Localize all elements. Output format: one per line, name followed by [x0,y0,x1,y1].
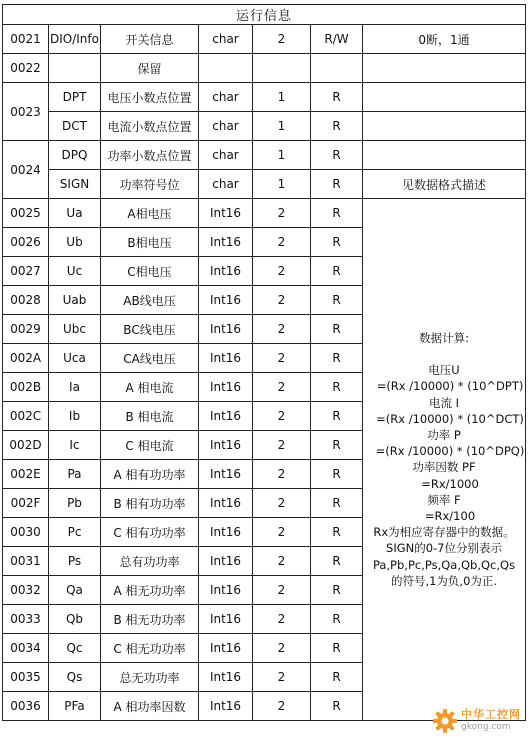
cell-name: Uab [49,286,101,315]
cell-name: Ia [49,373,101,402]
cell-access: R [311,460,363,489]
cell-name: DIO/Info [49,25,101,54]
cell-address: 002F [3,489,49,518]
cell-access: R [311,431,363,460]
cell-description: 电流小数点位置 [101,112,199,141]
cell-length: 2 [253,547,311,576]
note-line: 频率 F [427,492,461,507]
cell-length [253,54,311,83]
note-heading: 数据计算: [419,330,469,345]
table-row [3,141,526,170]
cell-type: char [199,170,253,199]
note-line: 电压U [428,363,460,378]
cell-remark: 0断，1通 [363,25,526,54]
cell-description: B 相电流 [101,402,199,431]
cell-description: B 相无功功率 [101,605,199,634]
watermark-brand: 中华工控网 [461,708,521,721]
cell-length: 1 [253,83,311,112]
watermark-url: gkong.com [461,722,511,732]
cell-description: C相电压 [101,257,199,286]
cell-description: A 相无功功率 [101,576,199,605]
cell-access: R [311,402,363,431]
cell-address: 0021 [3,25,49,54]
cell-description: 电压小数点位置 [101,83,199,112]
cell-name: Ubc [49,315,101,344]
cell-access: R [311,692,363,721]
cell-type: Int16 [199,663,253,692]
cell-address: 0025 [3,199,49,228]
note-line: =(Rx /10000) * (10^DCT) [376,411,524,426]
cell-type: char [199,141,253,170]
cell-name: DPQ [49,141,101,170]
note-line: 电流 I [428,395,460,410]
cell-length: 2 [253,199,311,228]
cell-name: Pa [49,460,101,489]
cell-address: 0023 [3,83,49,141]
table-title: 运行信息 [3,5,526,25]
cell-description: C 相电流 [101,431,199,460]
cell-type: Int16 [199,344,253,373]
cell-name: Qc [49,634,101,663]
cell-length: 2 [253,431,311,460]
cell-access: R [311,315,363,344]
table-row [3,199,526,228]
cell-type: Int16 [199,286,253,315]
gear-icon [432,708,458,734]
cell-address: 002C [3,402,49,431]
cell-address: 0032 [3,576,49,605]
cell-address: 002B [3,373,49,402]
cell-length: 2 [253,286,311,315]
cell-description: A 相功率因数 [101,692,199,721]
note-line: SIGN的0-7位分别表示 [386,541,503,556]
cell-length: 1 [253,170,311,199]
cell-name: Uc [49,257,101,286]
cell-description: B相电压 [101,228,199,257]
cell-length: 2 [253,228,311,257]
cell-name: Qb [49,605,101,634]
watermark [432,708,521,734]
cell-name [49,54,101,83]
cell-address: 0030 [3,518,49,547]
cell-remark [363,112,526,141]
cell-length: 2 [253,402,311,431]
cell-access: R [311,634,363,663]
cell-description: BC线电压 [101,315,199,344]
cell-access: R [311,141,363,170]
cell-description: CA线电压 [101,344,199,373]
cell-type: Int16 [199,315,253,344]
note-line: Rx为相应寄存器中的数据。 [373,525,515,540]
cell-address: 0034 [3,634,49,663]
table-row [3,54,526,83]
cell-length: 2 [253,373,311,402]
cell-length: 2 [253,605,311,634]
cell-type: Int16 [199,402,253,431]
cell-name: Ib [49,402,101,431]
cell-length: 2 [253,663,311,692]
cell-type: Int16 [199,692,253,721]
cell-name: Pb [49,489,101,518]
cell-name: Pc [49,518,101,547]
cell-name: Ps [49,547,101,576]
cell-access: R [311,489,363,518]
cell-name: Uca [49,344,101,373]
cell-length: 2 [253,489,311,518]
cell-address: 0028 [3,286,49,315]
cell-access: R [311,373,363,402]
cell-address: 0035 [3,663,49,692]
cell-remark [363,83,526,112]
note-line: 功率因数 PF [412,460,476,475]
cell-type: Int16 [199,199,253,228]
cell-description: 总无功功率 [101,663,199,692]
cell-type: Int16 [199,518,253,547]
table-row [3,112,526,141]
cell-address: 0024 [3,141,49,199]
cell-access: R [311,112,363,141]
table-row [3,25,526,54]
cell-description: 功率小数点位置 [101,141,199,170]
cell-type: Int16 [199,605,253,634]
cell-access: R [311,257,363,286]
cell-length: 2 [253,25,311,54]
note-line: =(Rx /10000) * (10^DPT) [376,379,524,394]
note-line: Pa,Pb,Pc,Ps,Qa,Qb,Qc,Qs [372,557,516,572]
cell-name: Ua [49,199,101,228]
cell-length: 2 [253,460,311,489]
cell-access: R [311,547,363,576]
cell-type: Int16 [199,460,253,489]
cell-access: R [311,83,363,112]
cell-access: R [311,228,363,257]
cell-name: Ub [49,228,101,257]
cell-type: char [199,25,253,54]
cell-address: 002D [3,431,49,460]
cell-description: C 相无功功率 [101,634,199,663]
cell-access: R [311,663,363,692]
cell-access: R/W [311,25,363,54]
cell-length: 2 [253,518,311,547]
note-line: =Rx/1000 [421,476,479,491]
cell-length: 2 [253,344,311,373]
cell-name: SIGN [49,170,101,199]
cell-length: 2 [253,692,311,721]
cell-access: R [311,518,363,547]
cell-length: 2 [253,634,311,663]
note-line: 功率 P [427,427,461,442]
cell-address: 0031 [3,547,49,576]
cell-address: 0022 [3,54,49,83]
cell-address: 0027 [3,257,49,286]
cell-name: DCT [49,112,101,141]
cell-length: 2 [253,257,311,286]
cell-address: 0036 [3,692,49,721]
cell-name: DPT [49,83,101,112]
cell-length: 2 [253,576,311,605]
cell-address: 0029 [3,315,49,344]
cell-access: R [311,576,363,605]
data-calculation-note [363,199,526,721]
cell-access: R [311,170,363,199]
cell-type: Int16 [199,547,253,576]
cell-description: 开关信息 [101,25,199,54]
table-row [3,83,526,112]
register-table [2,4,526,721]
cell-description: 保留 [101,54,199,83]
cell-description: A相电压 [101,199,199,228]
cell-description: C 相有功功率 [101,518,199,547]
cell-type: char [199,83,253,112]
cell-type: char [199,112,253,141]
cell-access: R [311,605,363,634]
cell-access: R [311,199,363,228]
cell-length: 2 [253,315,311,344]
table-row [3,170,526,199]
cell-type: Int16 [199,228,253,257]
cell-remark: 见数据格式描述 [363,170,526,199]
cell-length: 1 [253,141,311,170]
cell-remark [363,54,526,83]
cell-description: B 相有功功率 [101,489,199,518]
cell-remark [363,141,526,170]
cell-type: Int16 [199,489,253,518]
cell-access: R [311,344,363,373]
note-line: =(Rx /10000) * (10^DPQ) [375,444,525,459]
cell-access [311,54,363,83]
cell-name: Qa [49,576,101,605]
cell-description: AB线电压 [101,286,199,315]
cell-type [199,54,253,83]
cell-name: Ic [49,431,101,460]
cell-type: Int16 [199,431,253,460]
cell-type: Int16 [199,373,253,402]
cell-type: Int16 [199,257,253,286]
cell-length: 1 [253,112,311,141]
cell-address: 0026 [3,228,49,257]
cell-type: Int16 [199,634,253,663]
cell-description: A 相有功功率 [101,460,199,489]
cell-access: R [311,286,363,315]
cell-address: 0033 [3,605,49,634]
cell-description: 功率符号位 [101,170,199,199]
note-line: =Rx/100 [424,509,476,523]
cell-address: 002E [3,460,49,489]
cell-description: 总有功功率 [101,547,199,576]
cell-address: 002A [3,344,49,373]
cell-name: Qs [49,663,101,692]
cell-type: Int16 [199,576,253,605]
cell-name: PFa [49,692,101,721]
note-line: 的符号,1为负,0为正. [390,573,498,588]
cell-description: A 相电流 [101,373,199,402]
